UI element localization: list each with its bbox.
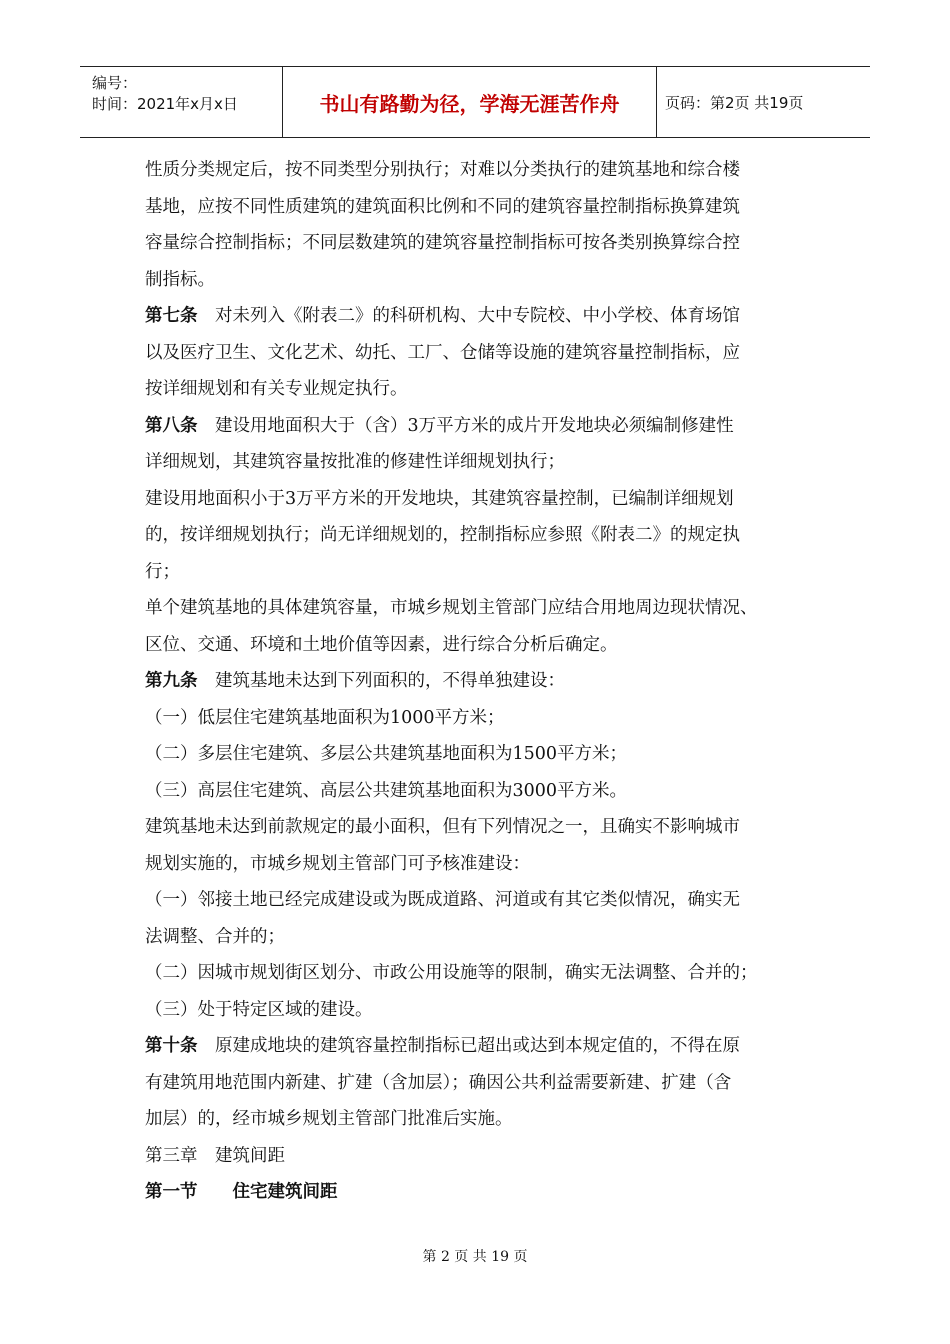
body-line [145,809,815,846]
line-text: 制指标。 [145,269,215,290]
line-text: 加层）的，经市城乡规划主管部门批准后实施。 [145,1109,513,1129]
line-text: 有建筑用地范围内新建、扩建（含加层）；确因公共利益需要新建、扩建（含 [145,1072,732,1093]
line-text: 行； [145,561,180,582]
line-text: （三）处于特定区域的建设。 [145,999,373,1020]
page-header [80,66,870,138]
line-text: （三）高层住宅建筑、高层公共建筑基地面积为3000平方米。 [145,780,628,801]
doc-code-label: 编号： [92,74,138,92]
article-heading: 第七条 [145,306,198,326]
line-text: 建设用地面积小于3万平方米的开发地块，其建筑容量控制，已编制详细规划 [145,488,734,509]
body-line [145,992,815,1029]
body-line [145,627,815,664]
line-text: 对未列入《附表二》的科研机构、大中专院校、中小学校、体育场馆 [197,306,740,326]
body-line [145,736,815,773]
document-body [145,152,815,1211]
line-text: 的，按详细规划执行；尚无详细规划的，控制指标应参照《附表二》的规定执 [145,525,740,545]
line-text: （一）低层住宅建筑基地面积为1000平方米； [145,707,505,728]
body-line [145,444,815,481]
body-line [145,1028,815,1065]
body-line [145,152,815,189]
body-line [145,955,815,992]
body-line [145,919,815,956]
body-line [145,189,815,226]
article-heading: 第八条 [145,415,198,436]
body-line [145,700,815,737]
line-text: 建筑基地未达到前款规定的最小面积，但有下列情况之一，且确实不影响城市 [145,817,740,837]
body-line [145,481,815,518]
body-line [145,663,815,700]
line-text: 详细规划，其建筑容量按批准的修建性详细规划执行； [145,452,565,472]
article-heading: 第十条 [145,1036,198,1056]
line-text: 区位、交通、环境和土地价值等因素，进行综合分析后确定。 [145,634,618,655]
line-text: 单个建筑基地的具体建筑容量，市城乡规划主管部门应结合用地周边现状情况、 [145,598,758,618]
line-text: 原建成地块的建筑容量控制指标已超出或达到本规定值的，不得在原 [197,1036,740,1056]
line-text: 规划实施的，市城乡规划主管部门可予核准建设： [145,853,530,874]
line-text: 建筑基地未达到下列面积的，不得单独建设： [197,671,565,691]
line-text: 基地，应按不同性质建筑的建筑面积比例和不同的建筑容量控制指标换算建筑 [145,196,740,217]
line-text: （二）多层住宅建筑、多层公共建筑基地面积为1500平方米； [145,744,628,764]
line-text: （一）邻接土地已经完成建设或为既成道路、河道或有其它类似情况，确实无 [145,890,740,910]
body-line [145,298,815,335]
line-text: 法调整、合并的； [145,926,285,947]
line-text: 性质分类规定后，按不同类型分别执行；对难以分类执行的建筑基地和综合楼 [145,160,740,180]
body-line [145,773,815,810]
body-line [145,517,815,554]
body-line [145,335,815,372]
body-line [145,882,815,919]
body-line [145,262,815,299]
body-line [145,590,815,627]
line-text: 建设用地面积大于（含）3万平方米的成片开发地块必须编制修建性 [197,415,734,436]
body-line [145,225,815,262]
line-text: 以及医疗卫生、文化艺术、幼托、工厂、仓储等设施的建筑容量控制指标，应 [145,342,740,363]
header-page-info: 页码：第2页 共19页 [665,93,804,112]
page-footer: 第 2 页 共 19 页 [422,1249,528,1265]
body-line [145,371,815,408]
body-line [145,554,815,591]
body-line [145,846,815,883]
header-meta [80,67,282,137]
doc-time-label: 时间：2021年x月x日 [92,95,238,113]
header-motto: 书山有路勤为径，学海无涯苦作舟 [282,67,657,137]
article-heading: 第一节 住宅建筑间距 [145,1182,338,1202]
line-text: 第三章 建筑间距 [145,1145,285,1166]
line-text: （二）因城市规划街区划分、市政公用设施等的限制，确实无法调整、合并的； [145,963,758,983]
body-line [145,1174,815,1211]
body-line [145,1101,815,1138]
line-text: 容量综合控制指标；不同层数建筑的建筑容量控制指标可按各类别换算综合控 [145,233,740,253]
article-heading: 第九条 [145,671,198,691]
body-line [145,408,815,445]
line-text: 按详细规划和有关专业规定执行。 [145,379,408,399]
body-line [145,1138,815,1175]
body-line [145,1065,815,1102]
